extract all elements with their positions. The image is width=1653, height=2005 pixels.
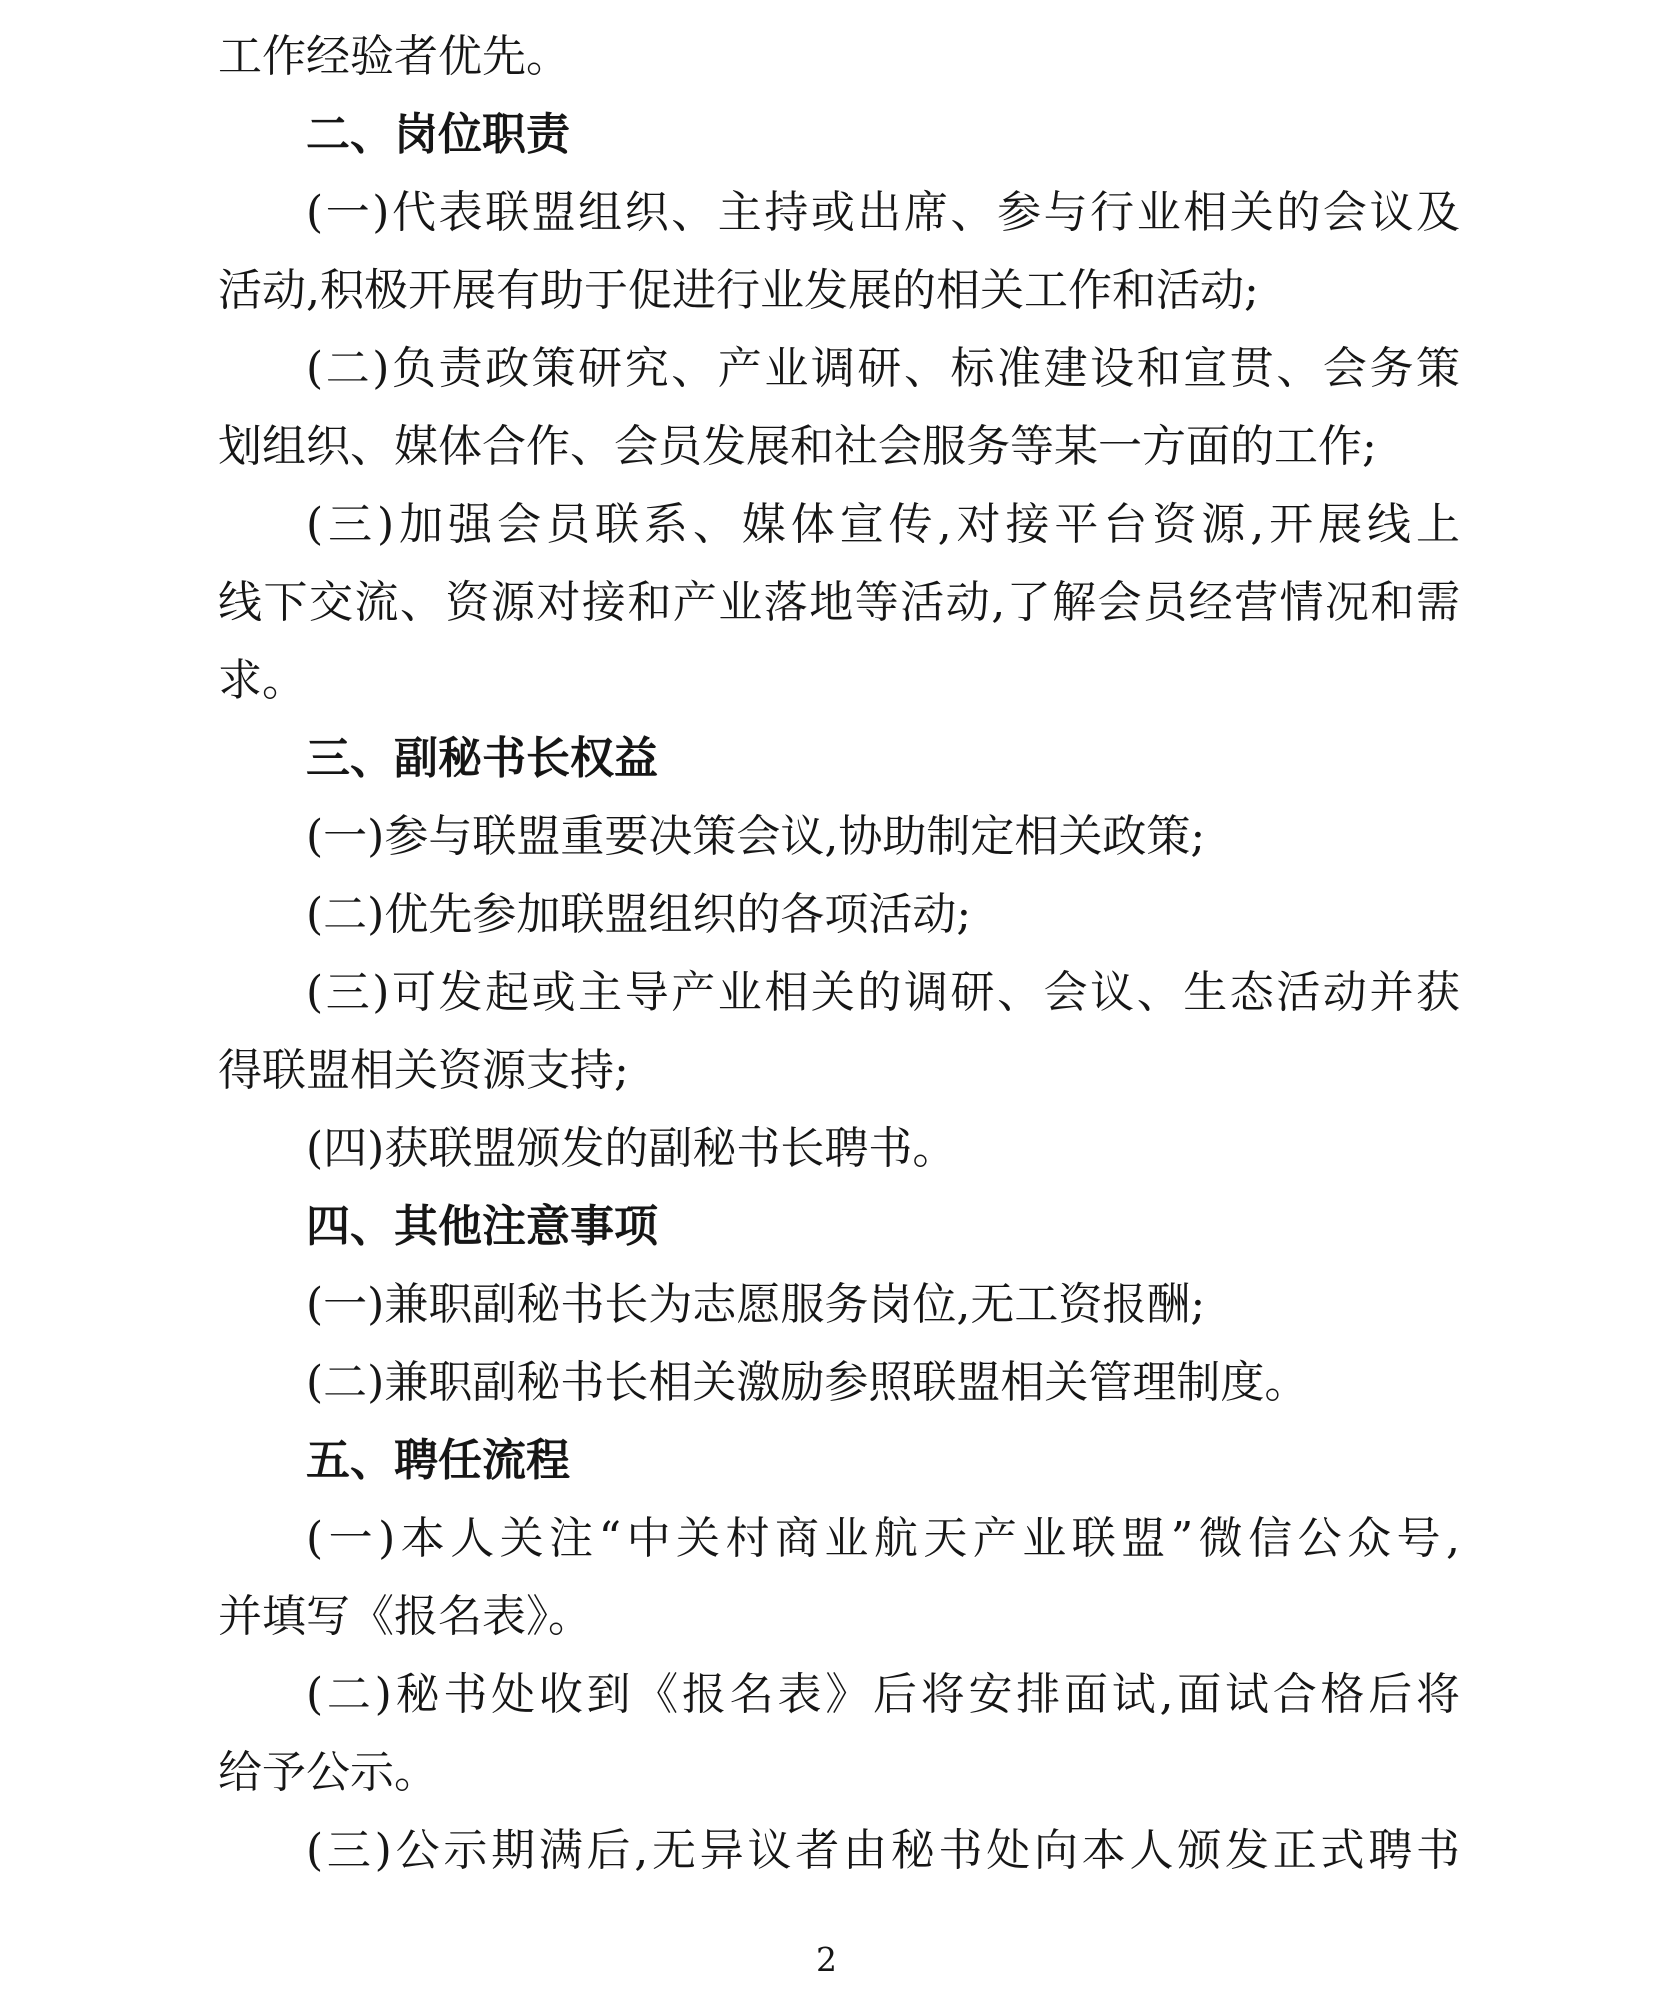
- text-line: 活动,积极开展有助于促进行业发展的相关工作和活动;: [218, 265, 1259, 316]
- text-line: 线下交流、资源对接和产业落地等活动,了解会员经营情况和需: [218, 577, 1460, 628]
- section-heading: 五、聘任流程: [306, 1435, 570, 1486]
- section-heading: 四、其他注意事项: [306, 1201, 658, 1252]
- text-line: (三)加强会员联系、媒体宣传,对接平台资源,开展线上: [306, 499, 1460, 550]
- text-line: 得联盟相关资源支持;: [218, 1045, 629, 1096]
- text-line: 工作经验者优先。: [218, 31, 570, 82]
- text-line: (二)秘书处收到《报名表》后将安排面试,面试合格后将: [306, 1669, 1460, 1720]
- text-line: (一)本人关注“中关村商业航天产业联盟”微信公众号,: [306, 1513, 1460, 1564]
- text-line: 求。: [218, 655, 306, 706]
- page-number: 2: [816, 1940, 837, 1979]
- text-line: (一)兼职副秘书长为志愿服务岗位,无工资报酬;: [306, 1279, 1206, 1330]
- text-line: 给予公示。: [218, 1747, 438, 1798]
- section-heading: 二、岗位职责: [306, 109, 570, 160]
- text-line: (三)可发起或主导产业相关的调研、会议、生态活动并获: [306, 967, 1460, 1018]
- section-heading: 三、副秘书长权益: [306, 733, 658, 784]
- text-line: (二)优先参加联盟组织的各项活动;: [306, 889, 972, 940]
- text-line: (二)负责政策研究、产业调研、标准建设和宣贯、会务策: [306, 343, 1460, 394]
- text-line: (一)代表联盟组织、主持或出席、参与行业相关的会议及: [306, 187, 1460, 238]
- text-line: 划组织、媒体合作、会员发展和社会服务等某一方面的工作;: [218, 421, 1377, 472]
- text-line: 并填写《报名表》。: [218, 1591, 592, 1642]
- text-line: (四)获联盟颁发的副秘书长聘书。: [306, 1123, 957, 1174]
- text-line: (一)参与联盟重要决策会议,协助制定相关政策;: [306, 811, 1206, 862]
- text-line: (三)公示期满后,无异议者由秘书处向本人颁发正式聘书: [306, 1825, 1460, 1876]
- document-body: [218, 18, 1460, 1890]
- text-line: (二)兼职副秘书长相关激励参照联盟相关管理制度。: [306, 1357, 1309, 1408]
